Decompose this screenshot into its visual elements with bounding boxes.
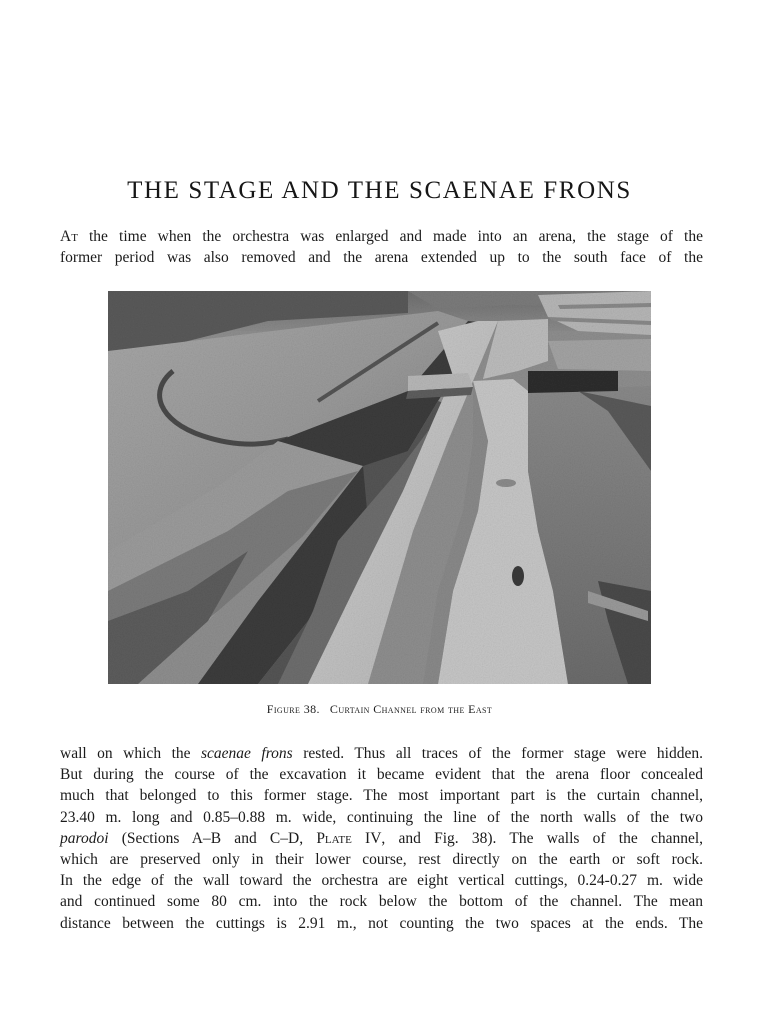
text-line bbox=[60, 807, 703, 828]
line-text: 23.40 m. long and 0.85–0.88 m. wide, continuing the line of the north walls of the two bbox=[60, 808, 703, 826]
figure-caption bbox=[0, 702, 759, 717]
plate-reference: Plate IV bbox=[316, 829, 382, 847]
text-line bbox=[60, 849, 703, 870]
line-text: distance between the cuttings is 2.91 m., not counting the two spaces at the ends. The bbox=[60, 914, 703, 932]
text-line bbox=[60, 226, 703, 247]
text-line bbox=[60, 247, 703, 268]
line-text: In the edge of the wall toward the orchestra are eight vertical cuttings, 0.24-0.27 m. wide bbox=[60, 872, 703, 890]
line-text: the time when the orchestra was enlarged and made into an arena, the stage of the bbox=[77, 228, 703, 245]
line-text: , and Fig. 38). The walls of the channel, bbox=[381, 829, 704, 847]
italic-term: scaenae frons bbox=[201, 745, 293, 762]
figure-caption-text: Curtain Channel from the East bbox=[329, 702, 493, 716]
curtain-channel-photo bbox=[108, 291, 651, 684]
text-line bbox=[60, 870, 703, 891]
chapter-heading: THE STAGE AND THE SCAENAE FRONS bbox=[127, 177, 632, 204]
figure-label: Figure 38. bbox=[266, 702, 320, 716]
text-line bbox=[60, 828, 703, 849]
line-text: and continued some 80 cm. into the rock below the bottom of the channel. The mean bbox=[60, 893, 703, 911]
italic-term: parodoi bbox=[60, 829, 109, 847]
text-line bbox=[60, 913, 703, 934]
line-text: (Sections A–B and C–D, bbox=[108, 829, 317, 847]
line-text: wall on which the bbox=[60, 745, 201, 762]
drop-word: At bbox=[60, 228, 78, 245]
line-text: But during the course of the excavation it became evident that the arena floor concealed bbox=[60, 766, 703, 784]
line-text: which are preserved only in their lower course, rest directly on the earth or soft rock. bbox=[60, 851, 703, 869]
text-line bbox=[60, 785, 703, 806]
text-line bbox=[60, 891, 703, 912]
text-line bbox=[60, 743, 703, 764]
paragraph-main bbox=[60, 743, 703, 934]
line-text: former period was also removed and the arena extended up to the south face of the bbox=[60, 249, 703, 267]
line-text: rested. Thus all traces of the former stage were hidden. bbox=[292, 745, 703, 762]
figure-photograph bbox=[108, 291, 651, 684]
paragraph-intro bbox=[60, 226, 703, 268]
line-text: much that belonged to this former stage. The most important part is the curtain channel, bbox=[60, 787, 703, 805]
text-line bbox=[60, 764, 703, 785]
